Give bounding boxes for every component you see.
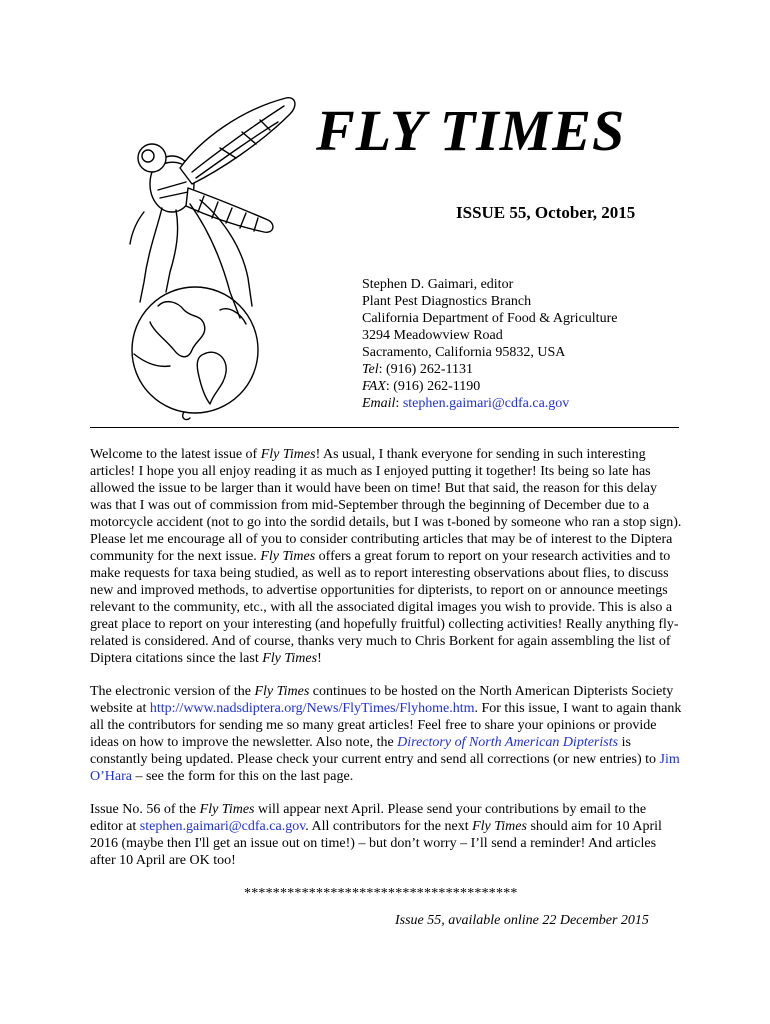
text-run: The electronic version of the [90, 684, 255, 699]
department-name: California Department of Food & Agriculture [362, 311, 618, 326]
issue-date: ISSUE 55, October, 2015 [456, 203, 636, 222]
branch-name: Plant Pest Diagnostics Branch [362, 294, 532, 309]
fly-on-globe-icon [100, 92, 300, 422]
tel-number: : (916) 262-1131 [378, 362, 473, 377]
tel-label: Tel [362, 362, 379, 377]
fly-times-title: Fly Times [260, 447, 316, 462]
editor-email-link[interactable]: stephen.gaimari@cdfa.ca.gov [402, 396, 570, 411]
fly-times-title: Fly Times [199, 802, 255, 817]
text-run: is constantly being updated. Please check your current entry and send all corrections (or new entries) to [90, 735, 660, 767]
editor-name: Stephen D. Gaimari, editor [362, 277, 514, 292]
text-run: continues to be hosted on the North American Dipterists Society website at [90, 684, 674, 716]
fax-number: : (916) 262-1190 [385, 379, 481, 394]
fly-times-title: Fly Times [472, 819, 527, 834]
city-address: Sacramento, California 95832, USA [362, 345, 566, 360]
jim-ohara-link[interactable]: Jim O’Hara [90, 752, 680, 784]
header-divider [90, 427, 679, 428]
next-issue-paragraph [90, 801, 682, 869]
asterisk-separator: ************************************** [244, 886, 518, 901]
text-run: . For this issue, I want to again thank all the contributors for sending me so many great articles! Feel free to share your opinions or provide ideas on how to improve the newsletter. Also note, the [90, 701, 682, 750]
fly-times-title: Fly Times [262, 651, 318, 666]
text-run: – see the form for this on the last page. [131, 769, 354, 784]
directory-link[interactable]: Directory of North American Dipterists [397, 735, 619, 750]
editor-contact-block [362, 276, 617, 412]
text-run: Issue No. 56 of the [90, 802, 200, 817]
email-label: Email [362, 396, 396, 411]
welcome-paragraph [90, 446, 682, 667]
email-separator: : [395, 396, 403, 411]
online-availability-note: Issue 55, available online 22 December 2015 [395, 913, 649, 928]
text-run: Welcome to the latest issue of [90, 447, 261, 462]
newsletter-body [90, 446, 682, 885]
fax-line [362, 378, 617, 395]
contribution-email-link[interactable]: stephen.gaimari@cdfa.ca.gov [139, 819, 306, 834]
email-line [362, 395, 617, 412]
fly-times-title: Fly Times [260, 549, 316, 564]
text-run: offers a great forum to report on your research activities and to make requests for taxa being studied, as well as to report interesting observations about flies, to discuss new and improved methods, to advertise opportunities for dipterists, to report on or announce meetings relevant to the community, etc., with all the associated digital images you wish to provide. This is also a great place to report on your interesting (and hopefully fruitful) collecting activities! Really anything fly-related is considered. And of course, thanks very much to Chris Borkent for again assembling the list of Diptera citations since the last [90, 549, 679, 666]
electronic-version-paragraph [90, 683, 682, 785]
fly-times-title: Fly Times [254, 684, 310, 699]
text-run: ! As usual, I thank everyone for sending in such interesting articles! I hope you all enjoy reading it as much as I enjoyed putting it together! Its being so late has allowed the issue to be larger than it would have been on time! But that said, the reason for this delay was that I was out of commission from mid-September through the beginning of December due to a motorcycle accident (not to go into the sordid details, but I was t-boned by someone who ran a stop sign). Please let me encourage all of you to consider contributing articles that may be of interest to the Diptera community for the next issue. [90, 447, 682, 564]
tel-line [362, 361, 617, 378]
text-run: should aim for 10 April 2016 (maybe then I'll get an issue out on time!) – but don’t worry – I’ll send a reminder! And articles after 10 April are OK too! [90, 819, 662, 868]
fax-label: FAX [362, 379, 386, 394]
masthead-title: FLY TIMES [316, 98, 626, 163]
text-run: . All contributors for the next [305, 819, 473, 834]
street-address: 3294 Meadowview Road [362, 328, 503, 343]
text-run: will appear next April. Please send your contributions by email to the editor at [90, 802, 647, 834]
text-run: ! [317, 651, 322, 666]
flyhome-link[interactable]: http://www.nadsdiptera.org/News/FlyTimes/Flyhome.htm [149, 701, 475, 716]
